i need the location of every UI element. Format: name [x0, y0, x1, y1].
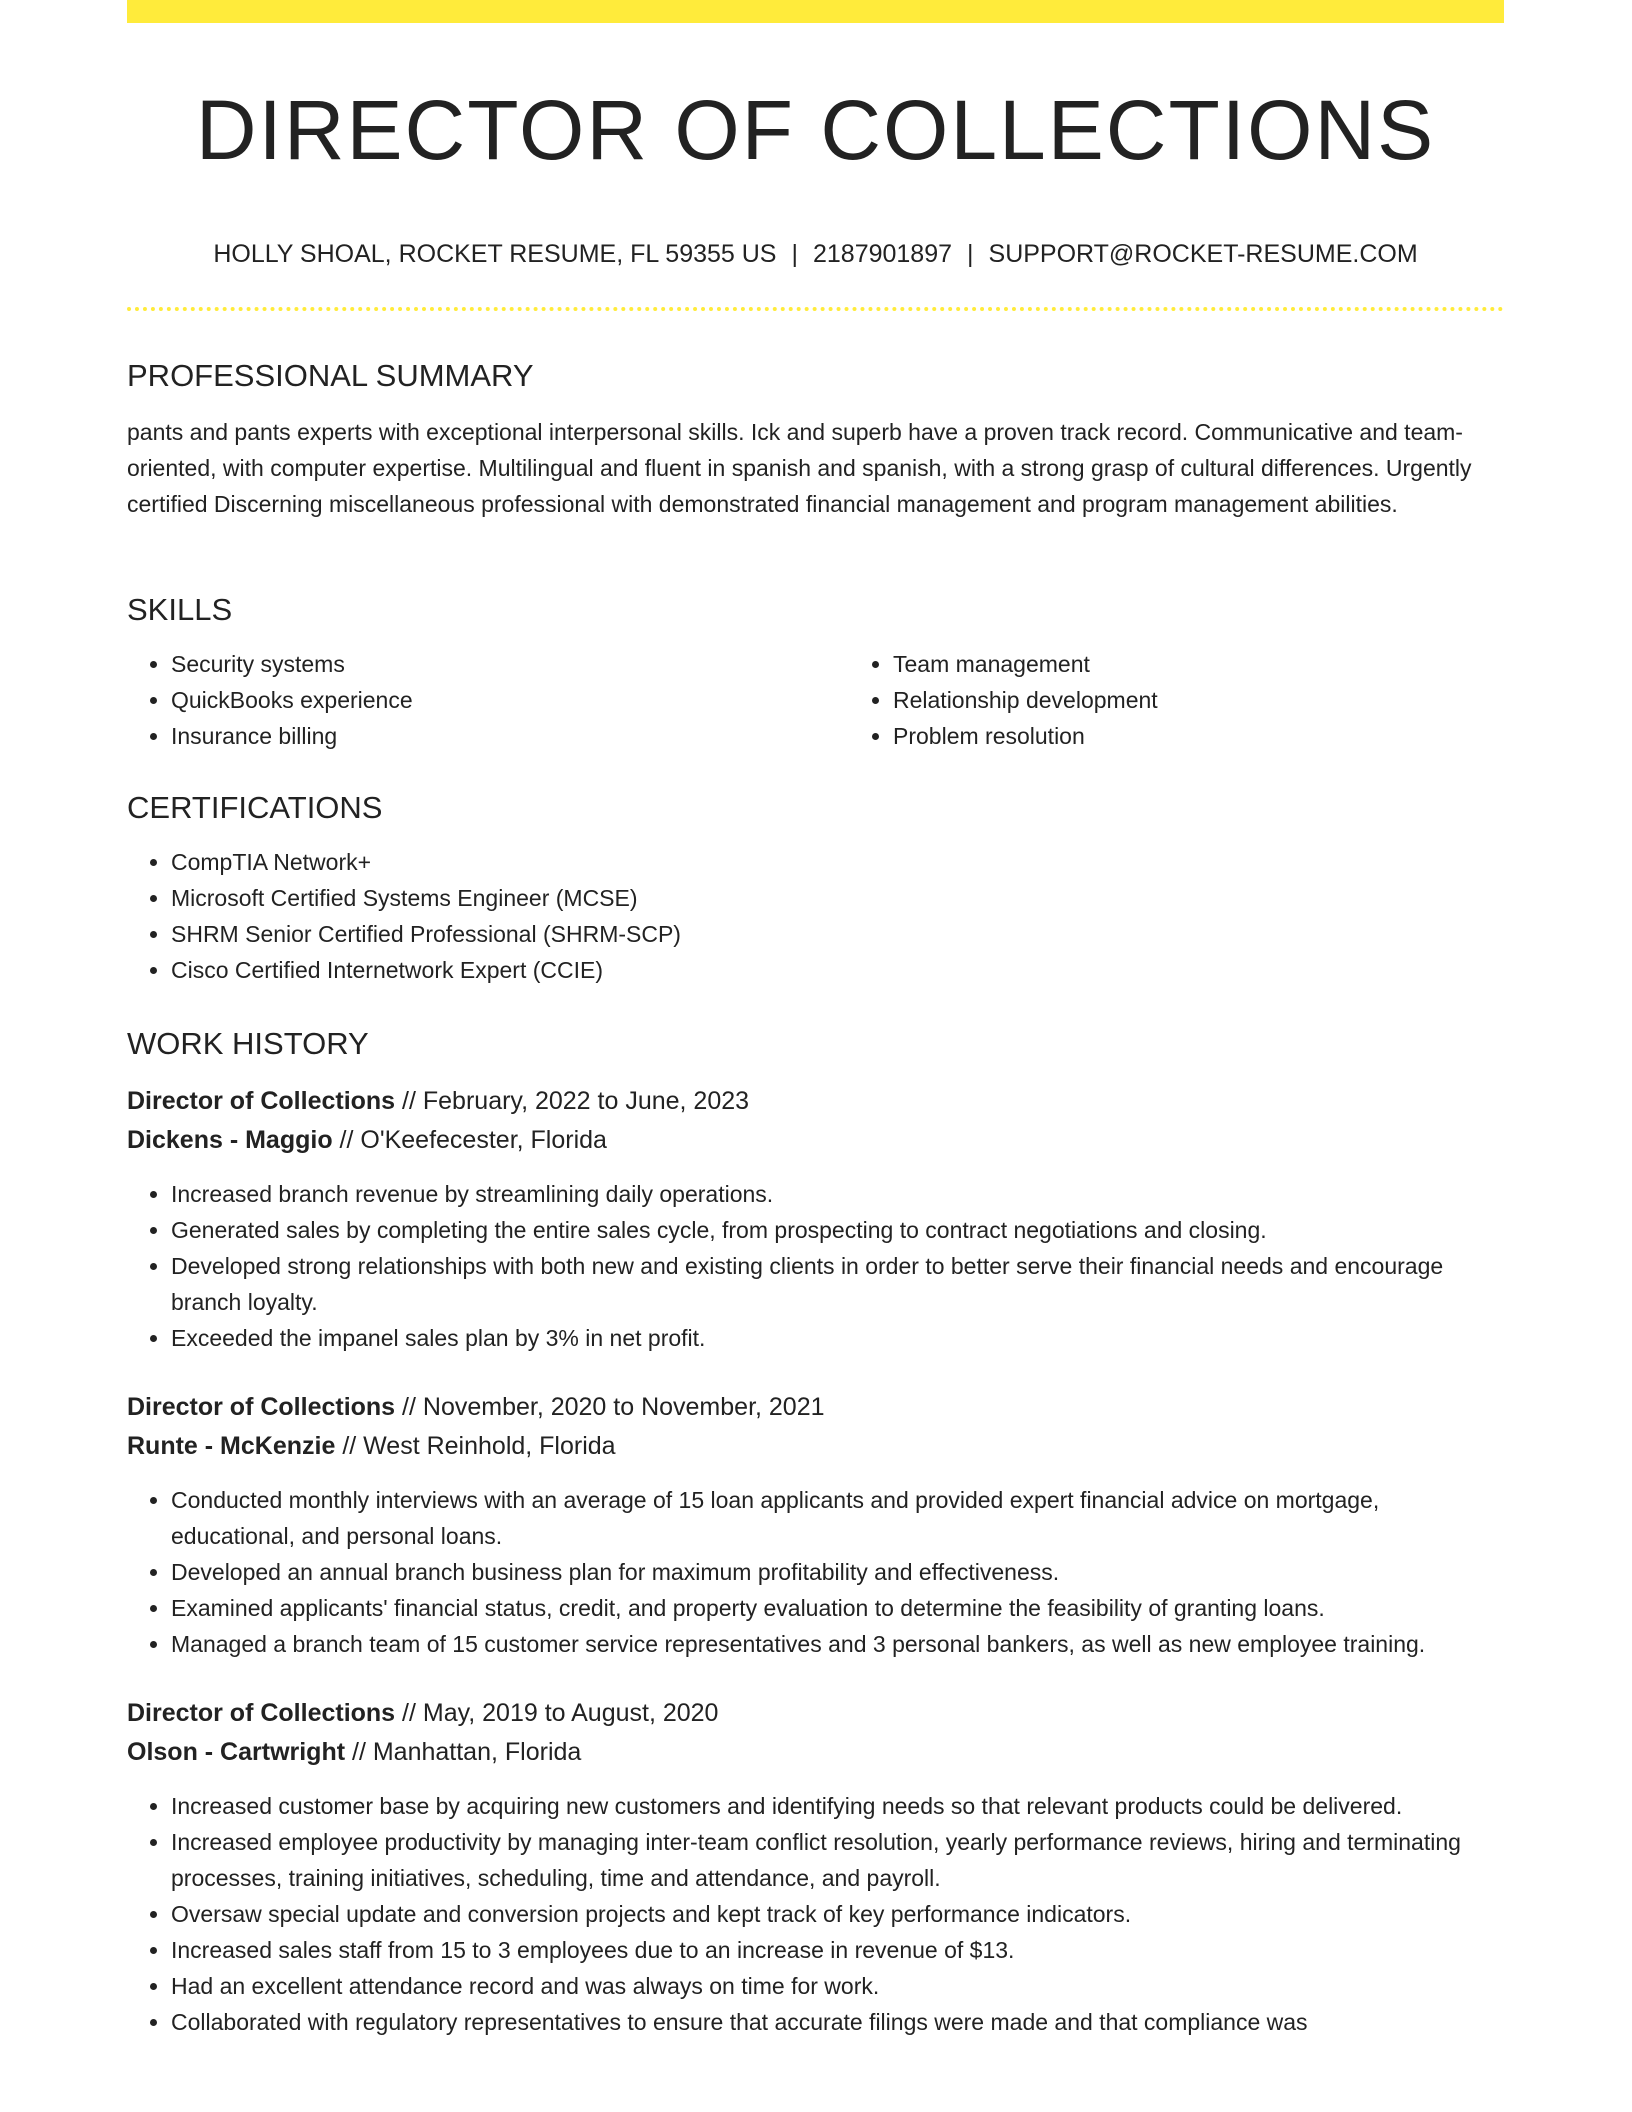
skills-heading: SKILLS: [127, 592, 233, 627]
job-bullets: [127, 1788, 1504, 2040]
work-history-heading: WORK HISTORY: [127, 1026, 369, 1061]
header-divider: [127, 307, 1504, 311]
job-bullet: • Conducted monthly interviews with an average of 15 loan applicants and provided expert financial advice on mortgage, educational, and personal loans.: [171, 1482, 1504, 1554]
skill-item: • Problem resolution: [893, 718, 1504, 754]
job-bullet: • Increased branch revenue by streamlining daily operations.: [171, 1176, 1504, 1212]
job-title: Director of Collections: [127, 1087, 396, 1115]
contact-email: SUPPORT@ROCKET-RESUME.COM: [988, 240, 1418, 268]
job-title: Director of Collections: [127, 1699, 396, 1727]
job-bullet: • Oversaw special update and conversion projects and kept track of key performance indicators.: [171, 1896, 1504, 1932]
summary-heading: PROFESSIONAL SUMMARY: [127, 358, 534, 393]
job-title-line: [127, 1388, 1504, 1427]
job-entry: [127, 1388, 1504, 1662]
summary-text: pants and pants experts with exceptional interpersonal skills. Ick and superb have a proven track record. Communicative and team-oriented, with computer expertise. Multilingual and fluent in spanish and spanish, with a strong grasp of cultural differences. Urgently certified Discerning miscellaneous professional with demonstrated financial management and program management abilities.: [127, 419, 1472, 517]
job-bullets: [127, 1176, 1504, 1356]
job-bullet: • Developed an annual branch business plan for maximum profitability and effectiveness.: [171, 1554, 1504, 1590]
job-bullet: • Increased customer base by acquiring new customers and identifying needs so that relevant products could be delivered.: [171, 1788, 1504, 1824]
job-bullets: [127, 1482, 1504, 1662]
job-company-line: [127, 1733, 1504, 1772]
job-bullet: • Increased sales staff from 15 to 3 employees due to an increase in revenue of $13.: [171, 1932, 1504, 1968]
skills-list-right: [849, 646, 1504, 754]
certification-item: • CompTIA Network+: [171, 844, 1504, 880]
job-bullet: • Collaborated with regulatory representatives to ensure that accurate filings were made and that compliance was: [171, 2004, 1504, 2040]
job-bullet: • Exceeded the impanel sales plan by 3% in net profit.: [171, 1320, 1504, 1356]
job-entry: [127, 1694, 1504, 2040]
job-company: Olson - Cartwright: [127, 1738, 346, 1766]
job-bullet: • Had an excellent attendance record and was always on time for work.: [171, 1968, 1504, 2004]
job-dates: // February, 2022 to June, 2023: [402, 1087, 750, 1115]
certification-item: • SHRM Senior Certified Professional (SHRM-SCP): [171, 916, 1504, 952]
job-company-line: [127, 1427, 1504, 1466]
certifications-list: [127, 844, 1504, 988]
job-company: Dickens - Maggio: [127, 1126, 333, 1154]
skills-section: [127, 590, 1504, 754]
job-bullet: • Developed strong relationships with both new and existing clients in order to better serve their financial needs and encourage branch loyalty.: [171, 1248, 1504, 1320]
page-title: DIRECTOR OF COLLECTIONS: [195, 83, 1436, 177]
certifications-section: [127, 788, 1504, 988]
contact-address: HOLLY SHOAL, ROCKET RESUME, FL 59355 US: [213, 240, 777, 268]
job-bullet: • Managed a branch team of 15 customer service representatives and 3 personal bankers, as well as new employee training.: [171, 1626, 1504, 1662]
job-location: // O'Keefecester, Florida: [339, 1126, 607, 1154]
skill-item: • Team management: [893, 646, 1504, 682]
work-history-section: [127, 1024, 1504, 2040]
contact-separator: |: [967, 240, 974, 268]
job-bullet: • Increased employee productivity by managing inter-team conflict resolution, yearly performance reviews, hiring and terminating processes, training initiatives, scheduling, time and attendance, and payroll.: [171, 1824, 1504, 1896]
top-accent-bar: [127, 0, 1504, 23]
certification-item: • Microsoft Certified Systems Engineer (MCSE): [171, 880, 1504, 916]
job-company-line: [127, 1121, 1504, 1160]
job-title-line: [127, 1694, 1504, 1733]
skills-list-left: [127, 646, 849, 754]
skill-item: • Relationship development: [893, 682, 1504, 718]
job-dates: // May, 2019 to August, 2020: [402, 1699, 719, 1727]
skill-item: • Security systems: [171, 646, 849, 682]
job-entry: [127, 1082, 1504, 1356]
skill-item: • Insurance billing: [171, 718, 849, 754]
job-title: Director of Collections: [127, 1393, 396, 1421]
job-title-line: [127, 1082, 1504, 1121]
job-location: // Manhattan, Florida: [352, 1738, 582, 1766]
skill-item: • QuickBooks experience: [171, 682, 849, 718]
certification-item: • Cisco Certified Internetwork Expert (CCIE): [171, 952, 1504, 988]
certifications-heading: CERTIFICATIONS: [127, 790, 383, 825]
contact-line: [127, 236, 1504, 272]
job-location: // West Reinhold, Florida: [342, 1432, 616, 1460]
job-dates: // November, 2020 to November, 2021: [402, 1393, 825, 1421]
job-company: Runte - McKenzie: [127, 1432, 336, 1460]
job-bullet: • Generated sales by completing the entire sales cycle, from prospecting to contract negotiations and closing.: [171, 1212, 1504, 1248]
skills-grid: [127, 630, 1504, 754]
summary-section: [127, 356, 1504, 522]
contact-separator: |: [791, 240, 798, 268]
job-bullet: • Examined applicants' financial status, credit, and property evaluation to determine the feasibility of granting loans.: [171, 1590, 1504, 1626]
contact-phone: 2187901897: [812, 240, 953, 268]
